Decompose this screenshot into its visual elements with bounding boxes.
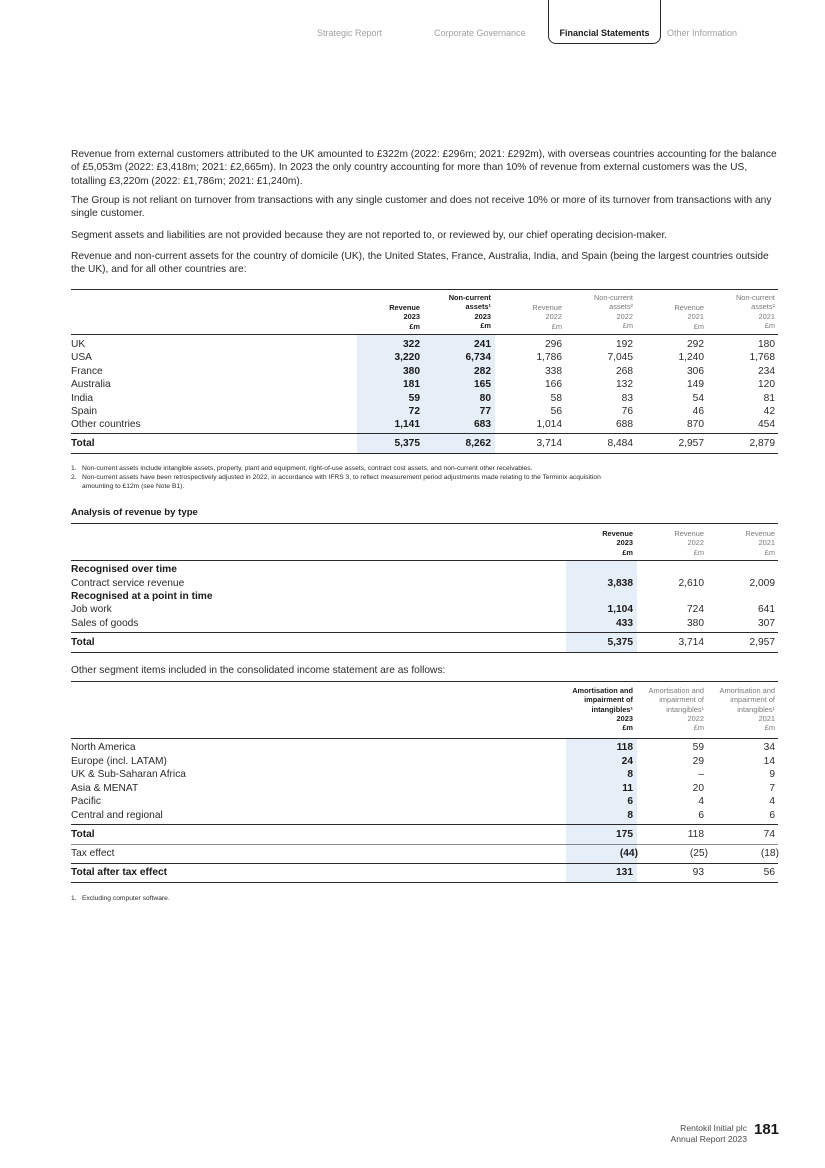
cell: 307 [758,618,775,629]
cell: 2,610 [678,578,704,589]
table-rule [71,334,778,335]
cell: 241 [474,339,491,350]
table-rule [71,560,778,561]
row-label: Europe (incl. LATAM) [71,756,167,767]
cell: 641 [758,604,775,615]
cell: 380 [403,366,420,377]
footer-report: Annual Report 2023 [670,1133,747,1144]
paragraph-non-current-intro: Revenue and non-current assets for the country of domicile (UK), the United States, France, Australia, India, and Spain (being the largest countries outside the UK), and for all other countries are: [71,251,769,276]
row-label: Asia & MENAT [71,783,139,794]
after-tax-cell: 93 [692,867,704,878]
table-rule [71,433,778,434]
total-cell: 74 [763,829,775,840]
nav-financial-statements[interactable] [548,0,661,44]
cell: 83 [621,393,633,404]
cell: 688 [616,419,633,430]
total-cell: 3,714 [536,438,562,449]
cell: 6,734 [465,352,491,363]
cell: 54 [692,393,704,404]
row-label: Sales of goods [71,618,139,629]
cell: 454 [758,419,775,430]
total-label: Total [71,438,95,449]
table-rule [71,863,778,864]
cell: 72 [408,406,420,417]
row-label: UK [71,339,86,350]
cell: 166 [545,379,562,390]
table-rule [71,824,778,825]
cell: 1,768 [749,352,775,363]
nav-corporate-governance[interactable]: Corporate Governance [434,28,526,38]
total-cell: 118 [687,829,704,840]
cell: 724 [687,604,704,615]
row-label: Job work [71,604,112,615]
cell: 7 [769,783,775,794]
cell: 120 [758,379,775,390]
cell: 34 [763,742,775,753]
cell: 42 [763,406,775,417]
column-header: Revenue 2021 £m [745,529,775,557]
paragraph-single-customer: The Group is not reliant on turnover from transactions with any single customer and does not receive 10% or more of its turnover from transactions with any single customer. [71,195,772,220]
column-header: Amortisation and impairment of intangibles¹ 2021 £m [719,686,775,733]
table-rule [71,844,778,845]
after-tax-cell: 131 [616,867,633,878]
cell: 20 [692,783,704,794]
cell: 58 [550,393,562,404]
footnote: 1. Excluding computer software. [71,895,170,902]
total-cell: 3,714 [678,637,704,648]
column-header: Non-current assets² 2021 £m [735,293,775,330]
cell: 77 [479,406,491,417]
cell: 4 [769,796,775,807]
row-label: Other countries [71,419,141,430]
table-rule [71,289,778,290]
row-label: Contract service revenue [71,578,185,589]
table-rule [71,632,778,633]
total-cell: 2,957 [678,438,704,449]
cell: 80 [479,393,491,404]
cell: 1,141 [394,419,420,430]
cell: 296 [545,339,562,350]
cell: 192 [616,339,633,350]
cell: 306 [687,366,704,377]
cell: 24 [621,756,633,767]
cell: 4 [698,796,704,807]
revenue-type-title: Analysis of revenue by type [71,507,198,518]
cell: 165 [474,379,491,390]
cell: 3,838 [607,578,633,589]
cell: 59 [408,393,420,404]
total-cell: 8,262 [465,438,491,449]
cell: 132 [616,379,633,390]
row-label: UK & Sub-Saharan Africa [71,769,186,780]
table-rule [71,652,778,653]
cell: 380 [687,618,704,629]
tax-cell: (25) [689,848,708,859]
nav-financial-statements-label: Financial Statements [559,28,650,38]
cell: 1,104 [607,604,633,615]
total-cell: 175 [616,829,633,840]
cell: 180 [758,339,775,350]
cell: 268 [616,366,633,377]
column-header: Revenue 2021 £m [674,303,704,331]
section-label: Recognised at a point in time [71,591,213,602]
paragraph-uk-revenue: Revenue from external customers attributed to the UK amounted to £322m (2022: £296m; 2021: £292m), with overseas countries accounting for the balance of £5,053m (2022: £3,418m; 2021: £2,665m). In 2023 the only country accounting for more than 10% of revenue from external customers was the US, totalling £3,220m (2022: £1,786m; 2021: £1,240m). [71,149,777,187]
nav-strategic-report[interactable]: Strategic Report [317,28,383,38]
row-label: Pacific [71,796,102,807]
column-header: Non-current assets² 2022 £m [593,293,633,330]
after-tax-label: Total after tax effect [71,867,168,878]
cell: – [698,769,704,780]
cell: 14 [763,756,775,767]
row-label: Australia [71,379,111,390]
row-label: India [71,393,94,404]
table-rule [71,453,778,454]
cell: 7,045 [607,352,633,363]
cell: 3,220 [394,352,420,363]
cell: 181 [403,379,420,390]
total-label: Total [71,829,95,840]
cell: 8 [627,810,633,821]
cell: 870 [687,419,704,430]
column-header: Revenue 2022 £m [674,529,704,557]
cell: 338 [545,366,562,377]
cell: 9 [769,769,775,780]
table-rule [71,681,778,682]
total-cell: 5,375 [607,637,633,648]
column-header: Revenue 2023 £m [602,529,633,557]
cell: 29 [692,756,704,767]
cell: 6 [627,796,633,807]
cell: 118 [616,742,633,753]
column-header: Revenue 2023 £m [389,303,420,331]
cell: 282 [474,366,491,377]
cell: 46 [692,406,704,417]
nav-other-information[interactable]: Other Information [667,28,738,38]
cell: 76 [621,406,633,417]
cell: 56 [550,406,562,417]
cell: 1,240 [678,352,704,363]
cell: 11 [622,783,633,794]
cell: 6 [769,810,775,821]
table-rule [71,523,778,524]
section-label: Recognised over time [71,564,177,575]
footnote: 1. Non-current assets include intangible assets, property, plant and equipment, right-of-use assets, contract cost assets, and non-current other receivables. 2. Non-current assets have been retrospectively adjusted in 2022, in accordance with IFRS 3, to reflect measurement period adjustments made relating to the Terminix acquisition amounting to £12m (see Note B1). [71,465,601,490]
row-label: Central and regional [71,810,163,821]
table-rule [71,882,778,883]
cell: 149 [687,379,704,390]
cell: 81 [763,393,775,404]
other-items-intro: Other segment items included in the consolidated income statement are as follows: [71,665,446,676]
total-cell: 2,957 [749,637,775,648]
tax-cell: (18) [760,848,779,859]
tax-effect-label: Tax effect [71,848,115,859]
cell: 683 [474,419,491,430]
page-number: 181 [754,1121,780,1138]
column-header: Amortisation and impairment of intangibles¹ 2022 £m [648,686,704,733]
cell: 2,009 [749,578,775,589]
cell: 1,014 [536,419,562,430]
after-tax-cell: 56 [763,867,775,878]
column-header: Revenue 2022 £m [532,303,562,331]
total-cell: 5,375 [394,438,420,449]
total-cell: 8,484 [607,438,633,449]
cell: 1,786 [536,352,562,363]
column-header: Non-current assets¹ 2023 £m [448,293,491,330]
footer-report-name [671,1123,747,1144]
cell: 6 [698,810,704,821]
row-label: France [71,366,103,377]
row-label: USA [71,352,92,363]
total-cell: 2,879 [749,438,775,449]
tax-cell: (44) [619,848,638,859]
cell: 59 [692,742,704,753]
row-label: North America [71,742,136,753]
cell: 8 [627,769,633,780]
cell: 234 [758,366,775,377]
total-label: Total [71,637,95,648]
column-header: Amortisation and impairment of intangibles¹ 2023 £m [572,686,633,733]
cell: 322 [403,339,420,350]
footer-company: Rentokil Initial plc [680,1123,747,1133]
cell: 433 [616,618,633,629]
paragraph-segment-assets: Segment assets and liabilities are not provided because they are not reported to, or reviewed by, our chief operating decision-maker. [71,230,668,241]
row-label: Spain [71,406,98,417]
cell: 292 [687,339,704,350]
table-rule [71,738,778,739]
